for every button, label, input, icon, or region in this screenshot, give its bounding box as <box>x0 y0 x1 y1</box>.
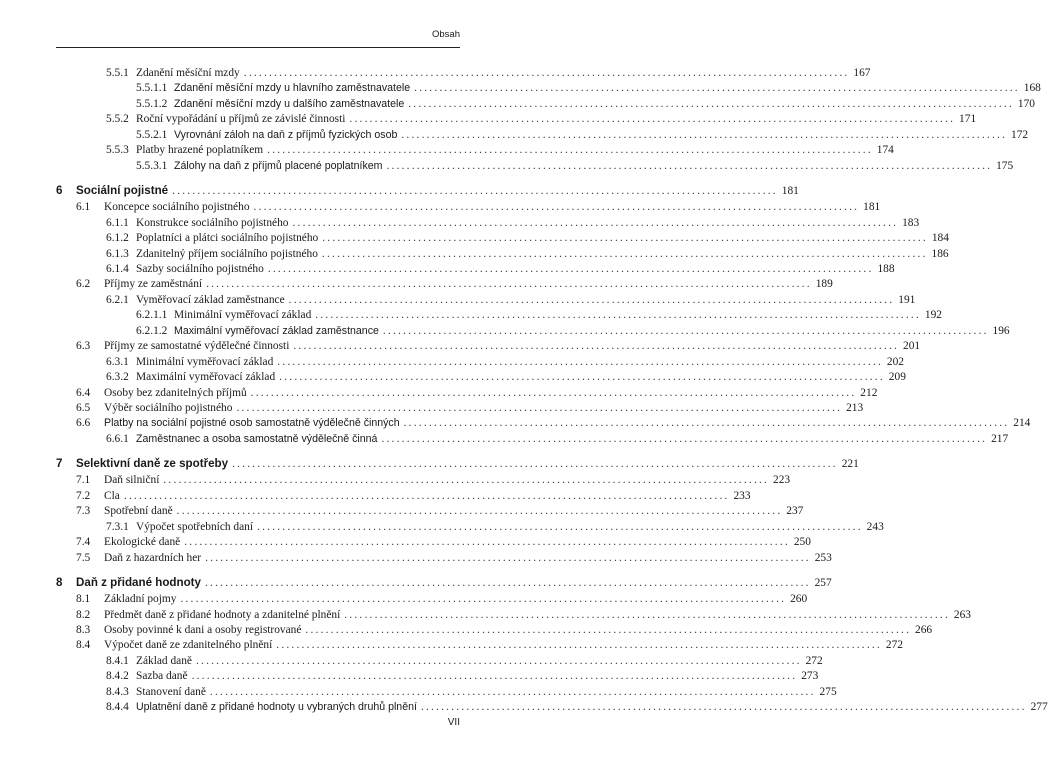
dot-leader: ........................................................................................................................ <box>315 309 921 322</box>
toc-entry[interactable] <box>56 201 881 217</box>
toc-entry-page: 171 <box>959 113 977 126</box>
toc-entry-page: 243 <box>866 520 884 533</box>
toc-entry-number: 5.5.1.1 <box>136 82 168 95</box>
toc-entry-number: 6.3 <box>76 340 91 353</box>
toc-chapter-entry[interactable] <box>56 457 859 473</box>
toc-entry-number: 5.5.2 <box>106 113 129 126</box>
toc-entry-number: 6.1.2 <box>106 232 129 245</box>
dot-leader: ........................................................................................................................ <box>257 520 863 533</box>
toc-entry-title: Uplatnění daně z přidané hodnoty u vybraných druhů plnění <box>136 701 417 714</box>
toc-entry[interactable] <box>56 128 1029 145</box>
toc-entry-number: 6.1.3 <box>106 247 129 260</box>
toc-entry[interactable] <box>56 654 823 671</box>
dot-leader: ........................................................................................................................ <box>279 371 885 384</box>
toc-entry[interactable] <box>56 371 906 387</box>
toc-entry-page: 170 <box>1017 97 1035 110</box>
toc-entry[interactable] <box>56 505 804 521</box>
toc-entry[interactable] <box>56 216 920 233</box>
toc-entry[interactable] <box>56 474 791 490</box>
dot-leader: ........................................................................................................................ <box>305 623 912 636</box>
toc-entry-number: 6.1.1 <box>106 216 129 229</box>
toc-entry-number: 7.1 <box>76 474 91 487</box>
toc-entry-number: 7.4 <box>76 536 91 549</box>
toc-entry-title: Sazba daně <box>136 670 188 683</box>
dot-leader: ........................................................................................................................ <box>232 458 838 471</box>
dot-leader: ........................................................................................................................ <box>172 185 778 198</box>
dot-leader: ........................................................................................................................ <box>184 536 790 549</box>
toc-entry-number: 6 <box>56 184 63 198</box>
toc-entry-title: Stanovení daně <box>136 685 206 698</box>
dot-leader: ........................................................................................................................ <box>176 505 783 518</box>
toc-entry-page: 175 <box>996 159 1014 172</box>
toc-entry-title: Maximální vyměřovací základ zaměstnance <box>174 324 379 337</box>
toc-entry-title: Minimální vyměřovací základ <box>136 355 274 368</box>
toc-entry-page: 172 <box>1011 128 1029 141</box>
toc-entry-page: 237 <box>786 505 804 518</box>
toc-entry[interactable] <box>56 97 1035 114</box>
toc-entry[interactable] <box>56 278 833 294</box>
toc-entry-number: 6.1.4 <box>106 262 129 275</box>
toc-entry-page: 260 <box>790 593 808 606</box>
toc-entry-number: 6.6 <box>76 417 91 430</box>
toc-entry-number: 6.2 <box>76 278 91 291</box>
toc-entry[interactable] <box>56 536 811 552</box>
toc-entry-page: 191 <box>898 293 916 306</box>
toc-entry-title: Poplatníci a plátci sociálního pojistného <box>136 232 319 245</box>
toc-entry-title: Zdanění měsíční mzdy u dalšího zaměstnavatele <box>174 97 405 110</box>
dot-leader: ........................................................................................................................ <box>243 67 850 79</box>
toc-entry[interactable] <box>56 262 895 279</box>
toc-entry-number: 7.3 <box>76 505 91 518</box>
toc-entry-title: Daň silniční <box>104 474 160 487</box>
toc-entry-number: 6.4 <box>76 386 91 399</box>
toc-entry-title: Sazby sociálního pojistného <box>136 262 264 275</box>
toc-entry-title: Výpočet spotřebních daní <box>136 520 254 533</box>
toc-entry[interactable] <box>56 608 971 625</box>
toc-entry[interactable] <box>56 82 1041 98</box>
toc-entry-number: 5.5.2.1 <box>136 128 168 141</box>
toc-entry-title: Základ daně <box>136 654 192 667</box>
toc-entry-title: Koncepce sociálního pojistného <box>104 201 250 214</box>
toc-entry-page: 183 <box>902 216 920 229</box>
toc-entry-number: 8.4 <box>76 639 91 652</box>
toc-entry[interactable] <box>56 232 949 248</box>
toc-entry-page: 188 <box>877 262 895 275</box>
toc-entry-number: 8.4.3 <box>106 685 129 698</box>
toc-entry-page: 257 <box>814 577 832 590</box>
toc-entry-page: 273 <box>801 670 819 683</box>
dot-leader: ........................................................................................................................ <box>401 128 1008 141</box>
toc-chapter-entry[interactable] <box>56 576 832 592</box>
dot-leader: ........................................................................................................................ <box>322 232 928 245</box>
dot-leader: ........................................................................................................................ <box>344 608 950 621</box>
toc-entry-page: 250 <box>793 536 811 549</box>
dot-leader: ........................................................................................................................ <box>180 593 787 606</box>
toc-entry-title: Příjmy ze samostatné výdělečné činnosti <box>104 340 290 353</box>
dot-leader: ........................................................................................................................ <box>236 402 843 414</box>
toc-entry-page: 221 <box>841 458 859 471</box>
toc-entry[interactable] <box>56 593 808 609</box>
dot-leader: ........................................................................................................................ <box>123 489 730 502</box>
dot-leader: ........................................................................................................................ <box>206 278 812 291</box>
toc-entry-title: Příjmy ze zaměstnání <box>104 278 203 291</box>
toc-entry-number: 6.1 <box>76 201 91 214</box>
toc-entry-page: 181 <box>781 185 799 198</box>
toc-entry[interactable] <box>56 520 884 537</box>
toc-entry-title: Daň z přidané hodnoty <box>76 576 201 590</box>
dot-leader: ........................................................................................................................ <box>386 159 993 172</box>
toc-entry[interactable] <box>56 670 819 686</box>
toc-entry-page: 186 <box>931 247 949 260</box>
toc-entry-page: 263 <box>953 608 971 621</box>
toc-entry-page: 168 <box>1023 82 1041 95</box>
toc-entry[interactable] <box>56 432 1009 449</box>
toc-entry-number: 6.5 <box>76 402 91 414</box>
toc-entry-page: 272 <box>805 654 823 667</box>
toc-entry-title: Základní pojmy <box>104 593 177 606</box>
toc-entry-page: 181 <box>863 201 881 214</box>
toc-entry-number: 7.5 <box>76 551 91 564</box>
dot-leader: ........................................................................................................................ <box>191 670 798 683</box>
toc-entry-page: 209 <box>888 371 906 384</box>
toc-entry-number: 7.2 <box>76 489 91 502</box>
toc-entry[interactable] <box>56 402 864 418</box>
dot-leader: ........................................................................................................................ <box>288 293 895 306</box>
dot-leader: ........................................................................................................................ <box>292 216 899 229</box>
dot-leader: ........................................................................................................................ <box>403 417 1010 430</box>
toc-entry-title: Zdanění měsíční mzdy <box>136 67 240 79</box>
toc-entry-title: Osoby povinné k dani a osoby registrované <box>104 623 302 636</box>
dot-leader: ........................................................................................................................ <box>381 432 988 445</box>
toc-entry[interactable] <box>56 355 904 372</box>
toc-entry-number: 5.5.1 <box>106 67 129 79</box>
toc-entry-title: Maximální vyměřovací základ <box>136 371 276 384</box>
toc-entry-number: 8.4.4 <box>106 701 129 714</box>
toc-entry-number: 8.3 <box>76 623 91 636</box>
toc-chapter-entry[interactable] <box>56 184 799 200</box>
toc-entry-number: 8.4.2 <box>106 670 129 683</box>
dot-leader: ........................................................................................................................ <box>195 654 802 667</box>
dot-leader: ........................................................................................................................ <box>382 324 989 337</box>
toc-entry[interactable] <box>56 247 949 264</box>
dot-leader: ........................................................................................................................ <box>408 97 1014 110</box>
dot-leader: ........................................................................................................................ <box>267 262 874 275</box>
toc-entry-page: 272 <box>885 639 903 652</box>
toc-entry-page: 212 <box>860 386 878 399</box>
toc-entry[interactable] <box>56 324 1010 341</box>
toc-entry-page: 174 <box>876 144 894 157</box>
toc-entry[interactable] <box>56 340 921 356</box>
toc-entry-page: 213 <box>846 402 864 414</box>
dot-leader: ........................................................................................................................ <box>293 340 900 353</box>
dot-leader: ........................................................................................................................ <box>277 355 883 368</box>
page-number: VII <box>447 717 460 728</box>
toc-entry[interactable] <box>56 159 1014 176</box>
toc-entry-number: 6.2.1.2 <box>136 324 168 337</box>
toc-entry-title: Ekologické daně <box>104 536 181 549</box>
toc-entry-page: 275 <box>819 685 837 698</box>
toc-entry-page: 167 <box>853 67 871 79</box>
header-rule <box>56 47 460 48</box>
toc-entry-title: Spotřební daně <box>104 505 173 518</box>
toc-entry-number: 8.1 <box>76 593 91 606</box>
toc-entry[interactable] <box>56 701 1048 717</box>
toc-entry-page: 192 <box>924 309 942 322</box>
toc-entry-title: Vyměřovací základ zaměstnance <box>136 293 285 306</box>
dot-leader: ........................................................................................................................ <box>205 551 811 564</box>
toc-entry-page: 202 <box>886 355 904 368</box>
toc-entry-number: 5.5.1.2 <box>136 97 168 110</box>
toc-entry-title: Konstrukce sociálního pojistného <box>136 216 289 229</box>
toc-entry-number: 6.3.2 <box>106 371 129 384</box>
dot-leader: ........................................................................................................................ <box>420 701 1027 714</box>
toc-entry-page: 196 <box>992 324 1010 337</box>
toc-entry-title: Zálohy na daň z příjmů placené poplatníkem <box>174 159 383 172</box>
toc-entry-title: Daň z hazardních her <box>104 551 202 564</box>
toc-entry[interactable] <box>56 293 916 310</box>
toc-entry[interactable] <box>56 639 903 655</box>
toc-entry-number: 8.4.1 <box>106 654 129 667</box>
dot-leader: ........................................................................................................................ <box>250 386 857 399</box>
toc-entry-title: Vyrovnání záloh na daň z příjmů fyzických osob <box>174 128 398 141</box>
toc-entry-page: 223 <box>773 474 791 487</box>
toc-entry-page: 253 <box>814 551 832 564</box>
dot-leader: ........................................................................................................................ <box>321 247 928 260</box>
toc-entry[interactable] <box>56 309 942 325</box>
toc-entry-title: Výpočet daně ze zdanitelného plnění <box>104 639 273 652</box>
dot-leader: ........................................................................................................................ <box>267 144 873 157</box>
toc-entry-title: Zdanitelný příjem sociálního pojistného <box>136 247 318 260</box>
running-header-title: Obsah <box>432 29 460 40</box>
toc-entry[interactable] <box>56 417 1031 433</box>
toc-entry-title: Předmět daně z přidané hodnoty a zdanitelné plnění <box>104 608 341 621</box>
toc-entry-number: 5.5.3.1 <box>136 159 168 172</box>
toc-entry[interactable] <box>56 67 871 83</box>
toc-entry-number: 6.6.1 <box>106 432 129 445</box>
toc-entry-number: 8.2 <box>76 608 91 621</box>
toc-entry-title: Selektivní daně ze spotřeby <box>76 457 229 471</box>
toc-entry-page: 266 <box>915 623 933 636</box>
dot-leader: ........................................................................................................................ <box>414 82 1020 95</box>
toc-entry-title: Osoby bez zdanitelných příjmů <box>104 386 247 399</box>
toc-entry[interactable] <box>56 551 832 568</box>
toc-entry-number: 7 <box>56 457 63 471</box>
toc-entry-title: Roční vypořádání u příjmů ze závislé činnosti <box>136 113 346 126</box>
toc-entry[interactable] <box>56 113 977 129</box>
toc-entry-number: 8 <box>56 576 63 590</box>
toc-entry-page: 233 <box>733 489 751 502</box>
dot-leader: ........................................................................................................................ <box>349 113 956 126</box>
toc-entry-title: Platby na sociální pojistné osob samostatně výdělečně činných <box>104 417 400 430</box>
toc-entry-number: 6.3.1 <box>106 355 129 368</box>
toc-entry-title: Platby hrazené poplatníkem <box>136 144 264 157</box>
dot-leader: ........................................................................................................................ <box>253 201 860 214</box>
dot-leader: ........................................................................................................................ <box>276 639 882 652</box>
toc-entry-number: 6.2.1 <box>106 293 129 306</box>
toc-entry[interactable] <box>56 489 751 506</box>
toc-entry[interactable] <box>56 685 837 702</box>
toc-entry[interactable] <box>56 386 878 403</box>
toc-entry-page: 277 <box>1030 701 1048 714</box>
toc-entry-page: 217 <box>991 432 1009 445</box>
toc-entry-title: Cla <box>104 489 120 502</box>
toc-entry[interactable] <box>56 623 933 640</box>
toc-entry-title: Zdanění měsíční mzdy u hlavního zaměstnavatele <box>174 82 411 95</box>
toc-entry-page: 189 <box>815 278 833 291</box>
toc-entry-number: 5.5.3 <box>106 144 129 157</box>
toc-entry-title: Zaměstnanec a osoba samostatně výdělečně činná <box>136 432 378 445</box>
toc-entry-number: 7.3.1 <box>106 520 129 533</box>
toc-entry-number: 6.2.1.1 <box>136 309 168 322</box>
toc-entry-title: Minimální vyměřovací základ <box>174 309 312 322</box>
toc-entry-title: Sociální pojistné <box>76 184 169 198</box>
dot-leader: ........................................................................................................................ <box>209 685 816 698</box>
toc-entry-page: 184 <box>931 232 949 245</box>
toc-entry-title: Výběr sociálního pojistného <box>104 402 233 414</box>
toc-entry-page: 214 <box>1013 417 1031 430</box>
dot-leader: ........................................................................................................................ <box>204 577 811 590</box>
toc-entry[interactable] <box>56 144 894 160</box>
dot-leader: ........................................................................................................................ <box>163 474 770 487</box>
toc-entry-page: 201 <box>903 340 921 353</box>
